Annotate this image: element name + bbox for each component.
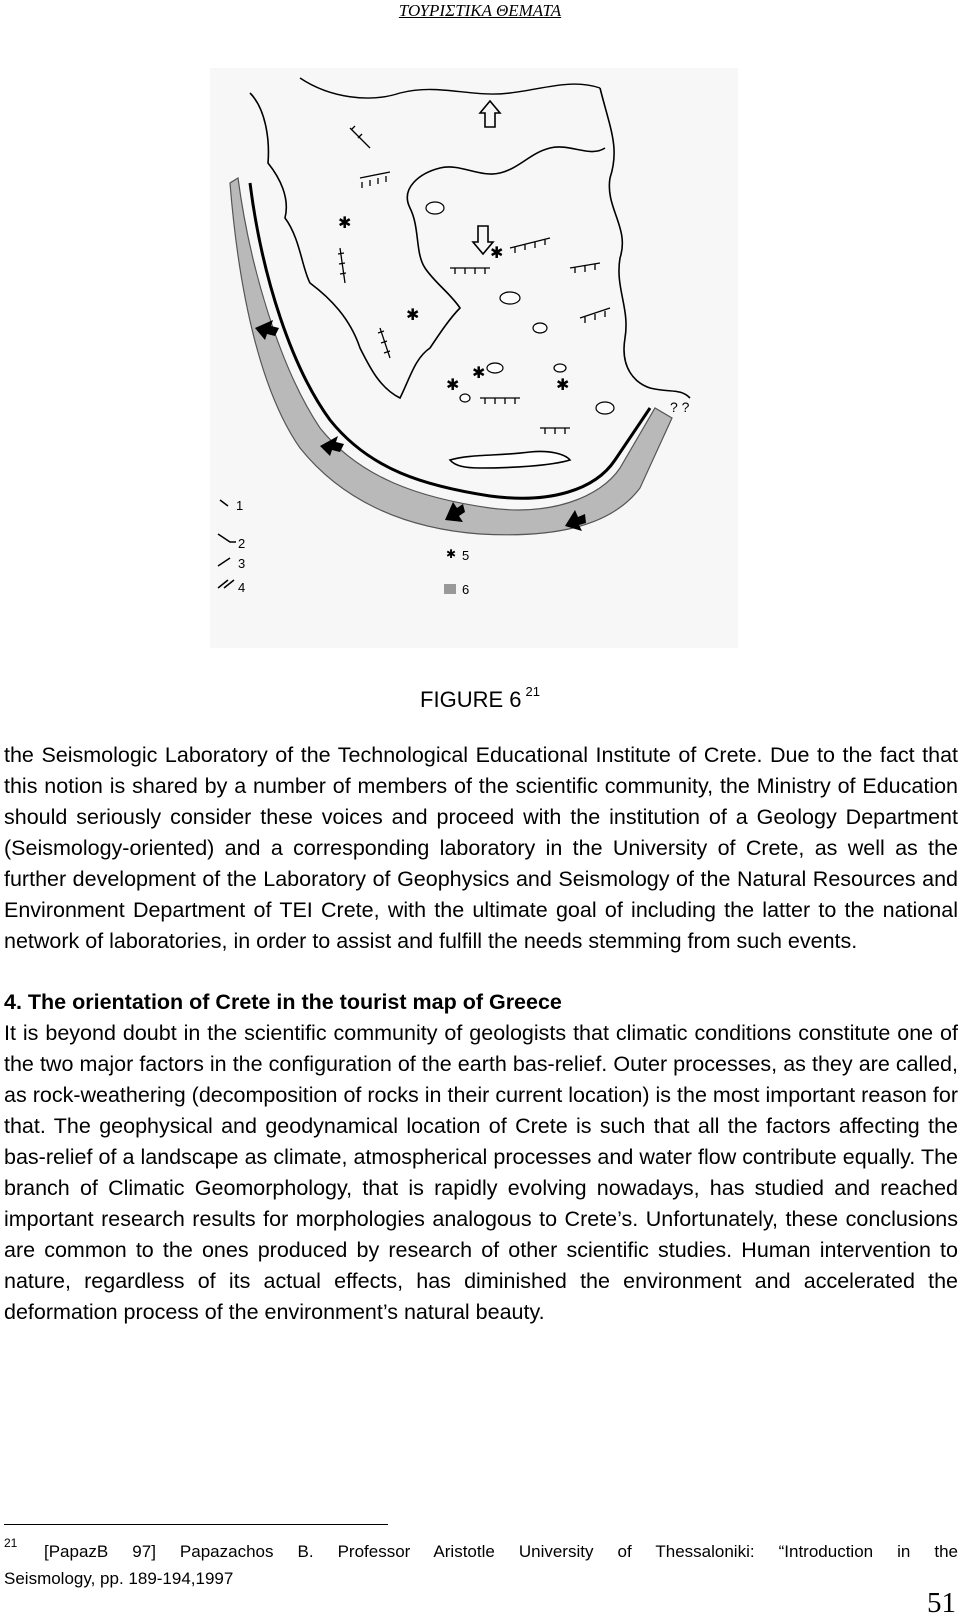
question-marks: ? ? (670, 399, 690, 415)
island (554, 364, 566, 372)
svg-text:✱: ✱ (556, 375, 570, 394)
svg-text:✱: ✱ (472, 363, 486, 382)
svg-text:✱: ✱ (446, 547, 457, 561)
footnote-number: 21 (4, 1536, 18, 1550)
svg-text:✱: ✱ (338, 213, 352, 232)
footnote-ref: 21 (525, 684, 540, 699)
legend-item-3: 3 (238, 556, 246, 571)
figure-caption (0, 678, 960, 714)
figure-seismotectonic-map (210, 68, 738, 648)
legend-item-4: 4 (238, 580, 246, 595)
legend-item-5: 5 (462, 548, 470, 563)
svg-text:✱: ✱ (446, 375, 460, 394)
island-crete (450, 451, 570, 468)
paragraph-continuation: the Seismologic Laboratory of the Technological Educational Institute of Crete. Due to the fact that this notion is shared by a number of members of the scientific community, the Ministry of Education should seriously consider these voices and proceed with the institution of a Geology Department (Seismology-oriented) and a corresponding laboratory in the University of Crete, as well as the further development of the Laboratory of Geophysics and Seismology of the Natural Resources and Environment Department of TEI Crete, with the ultimate goal of including the latter to the national network of laboratories, in order to assist and fulfill the needs stemming from such events. (4, 743, 958, 953)
legend-item-2: 2 (238, 536, 246, 551)
island (596, 402, 614, 414)
body-text (4, 740, 958, 1328)
footnote (4, 1538, 958, 1592)
island (533, 323, 547, 333)
svg-text:✱: ✱ (406, 305, 420, 324)
island (426, 202, 444, 214)
coastline-mainland (250, 93, 605, 398)
section-heading: 4. The orientation of Crete in the tourist map of Greece (4, 990, 562, 1014)
star-markers (338, 213, 569, 394)
figure-label: FIGURE 6 (420, 687, 522, 712)
running-header-title: ΤΟΥΡΙΣΤΙΚΑ ΘΕΜΑΤΑ (398, 1, 562, 20)
outline-arrows (473, 101, 500, 254)
footnote-line-1: [PapazB 97] Papazachos B. Professor Aristotle University of Thessaloniki: “Introduction in the (44, 1542, 958, 1561)
island (500, 292, 520, 304)
legend-item-6: 6 (462, 582, 470, 597)
footnote-line-2: Seismology, pp. 189-194,1997 (4, 1569, 234, 1588)
svg-text:✱: ✱ (490, 243, 504, 262)
island (487, 363, 503, 373)
section-paragraph: It is beyond doubt in the scientific community of geologists that climatic conditions constitute one of the two major factors in the configuration of the earth bas-relief. Outer processes, as they are called, as rock-weathering (decomposition of rocks in their current location) is the most important reason for that. The geophysical and geodynamical location of Crete is such that all the factors affecting the bas-relief of a landscape as climate, atmospherical processes and water flow contribute equally. The branch of Climatic Geomorphology, that is rapidly evolving nowadays, has studied and reached important research results for morphologies analogous to Crete’s. Unfortunately, these conclusions are common to the ones produced by research of other scientific studies. Human intervention to nature, regardless of its actual effects, has diminished the environment and accelerated the deformation process of the environment’s natural beauty. (4, 1021, 958, 1324)
coastline-north (300, 78, 600, 98)
coastline-turkey (600, 88, 690, 398)
legend-item-1: 1 (236, 498, 244, 513)
map-drawing (210, 68, 738, 648)
footnote-rule (4, 1524, 388, 1525)
running-header (0, 0, 960, 22)
island (460, 394, 470, 402)
page-number: 51 (927, 1587, 956, 1619)
